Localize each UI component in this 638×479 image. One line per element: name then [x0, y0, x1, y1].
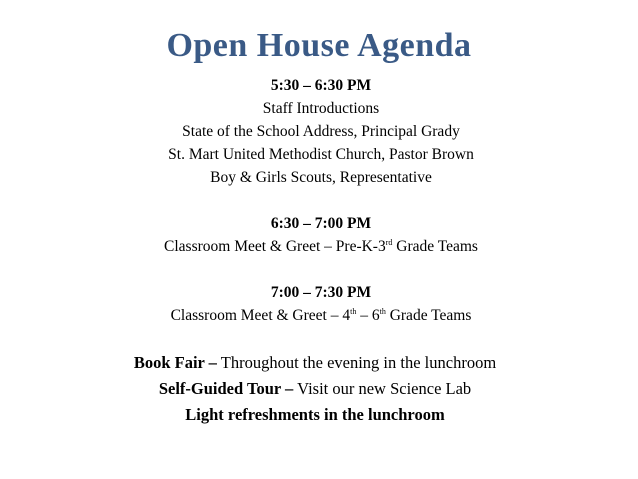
- book-fair-label: Book Fair –: [133, 353, 217, 372]
- session-3-superscript-2: th: [379, 307, 386, 316]
- tour-label: Self-Guided Tour –: [158, 379, 294, 398]
- session-2-text-end: Grade Teams: [392, 238, 478, 255]
- spacer: [0, 327, 638, 350]
- spacer: [0, 258, 638, 281]
- session-2-superscript: rd: [385, 238, 393, 247]
- agenda-body: [0, 74, 638, 428]
- session-2-description: [0, 235, 638, 258]
- spacer: [0, 189, 638, 212]
- session-3-text: Classroom Meet & Greet – 4: [170, 307, 351, 324]
- session-1-item-4: Boy & Girls Scouts, Representative: [210, 169, 432, 186]
- session-3-text-end: Grade Teams: [385, 307, 472, 324]
- session-1-item-3: St. Mart United Methodist Church, Pastor Brown: [168, 146, 474, 163]
- tour-text: Visit our new Science Lab: [293, 379, 472, 398]
- session-2-text: Classroom Meet & Greet – Pre-K-3: [164, 238, 386, 255]
- session-3-text-mid: – 6: [356, 307, 380, 324]
- session-3-superscript-1: th: [350, 307, 357, 316]
- refreshments-line: Light refreshments in the lunchroom: [185, 405, 445, 424]
- book-fair-line: [0, 350, 638, 376]
- session-3-description: [0, 304, 638, 327]
- session-1-item-1: Staff Introductions: [262, 100, 380, 117]
- page-title: Open House Agenda: [166, 27, 472, 64]
- session-2-time: 6:30 – 7:00 PM: [270, 215, 372, 232]
- session-3-time: 7:00 – 7:30 PM: [270, 284, 372, 301]
- session-1-time: 5:30 – 6:30 PM: [270, 77, 372, 94]
- book-fair-text: Throughout the evening in the lunchroom: [216, 353, 497, 372]
- session-1-item-2: State of the School Address, Principal Grady: [182, 123, 460, 140]
- tour-line: [0, 376, 638, 402]
